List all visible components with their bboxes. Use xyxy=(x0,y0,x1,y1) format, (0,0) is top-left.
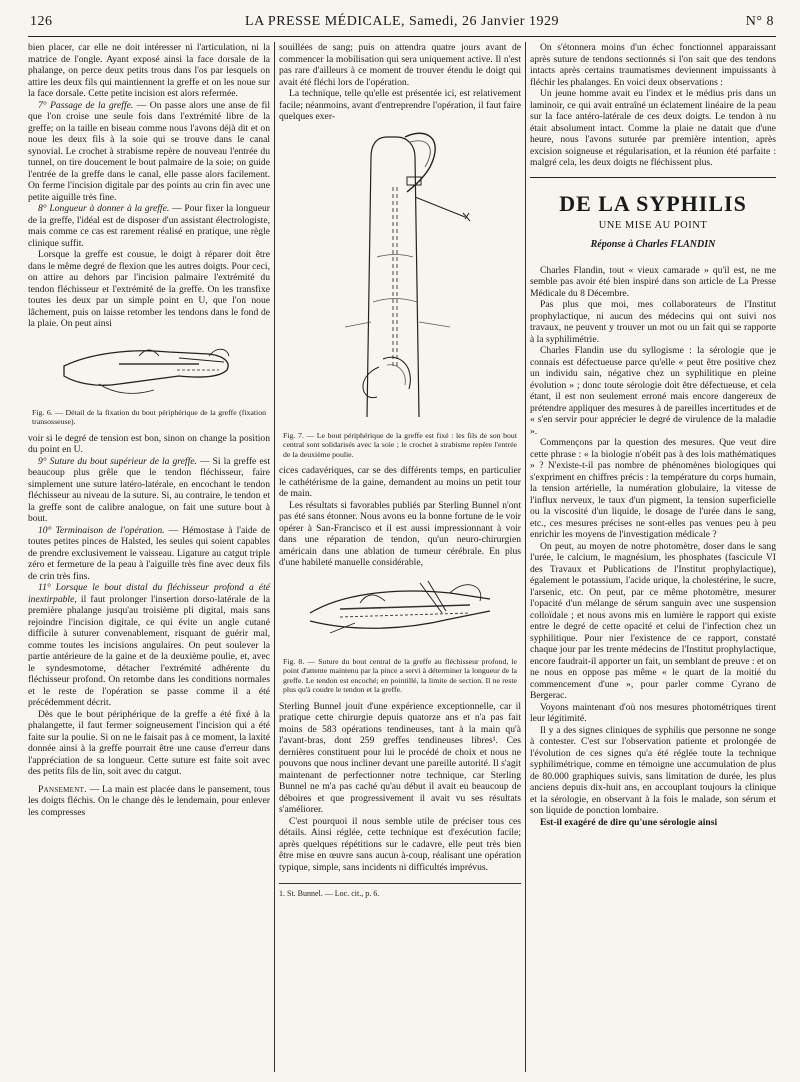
column-divider xyxy=(525,42,526,1072)
page-number: 126 xyxy=(30,14,53,29)
figure-6-caption: Fig. 6. — Détail de la fixation du bout périphérique de la greffe (fixation transosseuse). xyxy=(32,407,266,426)
column-3 xyxy=(530,42,776,828)
footnote: 1. St. Bunnel. — Loc. cit., p. 6. xyxy=(279,883,521,900)
section-heading: 9° Suture du bout supérieur de la greffe. xyxy=(38,455,197,467)
paragraph: Un jeune homme avait eu l'index et le médius pris dans un laminoir, ce qui avait entraîné un éclatement linéaire de la peau sur la face antéro-latérale de ces deux doigts. Le tendon à nu était absolument intact. Comme la plaie ne datait que d'une heure, nous l'avons suturée par première intention, après excision soigneuse et régularisation, et la réunion été parfaite : malgré cela, les deux doigts ne fléchissent plus. xyxy=(530,88,776,168)
figure-8-tendon-illustration xyxy=(300,573,500,653)
paragraph: Charles Flandin, tout « vieux camarade » qu'il est, ne me semble pas avoir été bien inspiré dans son article de La Presse Médicale du 8 Décembre. xyxy=(530,264,776,299)
paragraph: voir si le degré de tension est bon, sinon on change la position du point en U. xyxy=(28,432,270,455)
paragraph: Charles Flandin use du syllogisme : la sérologie que je connais est défectueuse parce qu'elle « peut être positive chez un individu sain, négative chez un syphilitique en pleine évolution » ; donc toute sérologie doit être défectueuse, et cela étant, il est non seulement erroné mais encore dangereux de prétendre appliquer des mesures à de pareilles incertitudes et de « s'en servir pour apprécier le degré de virulence de la maladie ». xyxy=(530,345,776,437)
paragraph-text: — On passe alors une anse de fil que l'on croise une seule fois dans l'extrémité libre de la greffe; on la taille en biseau comme nous l'avons déjà dit et on noue les deux fils à la soie qui se trouve dans le canal synovial. Le crochet à strabisme repère de nouveau l'entrée du tunnel, on tire doucement le bout palmaire de la soie; on guide l'entrée de la greffe dans le canal, elle passe alors facilement. On ferme l'incision digitale par des points au crin fin avec une petite aiguille très fine. xyxy=(28,99,271,203)
section-heading: 10° Terminaison de l'opération. xyxy=(38,524,165,536)
article-reply-line: Réponse à Charles FLANDIN xyxy=(590,239,716,250)
issue-number: N° 8 xyxy=(745,14,774,29)
paragraph: Voyons maintenant d'où nos mesures photométriques tirent leur légitimité. xyxy=(530,701,776,724)
section-heading: 11° Lorsque le bout distal du fléchisseur profond a été inextirpable, xyxy=(28,582,270,605)
column-1 xyxy=(28,42,270,818)
paragraph: On s'étonnera moins d'un échec fonctionnel apparaissant après suture de tendons sectionnés si l'on sait que des tendons intacts après certains traumatismes deviennent impuissants à fléchir les phalanges. En voici deux observations : xyxy=(530,42,776,88)
figure-7-finger-illustration xyxy=(315,127,485,427)
column-2 xyxy=(279,42,521,900)
section-divider xyxy=(530,177,776,178)
paragraph: cices cadavériques, car se des différents temps, en particulier le cathétérisme de la gaine, demandent au moins un petit tour de main. xyxy=(279,465,521,499)
paragraph-text: — Si la greffe est beaucoup plus grêle que le tendon fléchisseur, faire simplement une suture latéro-latérale, en encochant le tendon fléchisseur au niveau de la suture. Si, au contraire, le tendon et la greffe sont de calibre analogue, on fait une suture bout à bout. xyxy=(28,455,270,524)
paragraph xyxy=(28,784,270,819)
paragraph: Il y a des signes cliniques de syphilis que personne ne songe à contester. C'est sur l'observation patiente et prolongée de l'évolution de ces signes qu'a été réglée toute la technique syphilimétrique, comme en témoigne une accumulation de plus de 80.000 graphiques suivis, sans limitation de durée, les plus anciens depuis dix-huit ans, en accouplant toujours la clinique et la sérologie, en observant à la fois le malade, son sérum et son liquide de ponction lombaire. xyxy=(530,724,776,816)
section-heading: Pansement. xyxy=(38,783,87,795)
section-heading: 8° Longueur à donner à la greffe. xyxy=(38,203,170,214)
paragraph: Est-il exagéré de dire qu'une sérologie ainsi xyxy=(540,816,718,828)
figure-7-caption: Fig. 7. — Le bout périphérique de la greffe est fixé : les fils de son bout central sont solidarisés avec la soie ; le crochet à strabisme repère l'entrée de la deuxième poulie. xyxy=(283,430,517,459)
paragraph-text: — La main est placée dans le pansement, tous les doigts fléchis. On le change dès le lendemain, pour enlever les compresses xyxy=(28,783,270,818)
paragraph xyxy=(28,203,270,249)
paragraph: souillées de sang; puis on attendra quatre jours avant de commencer la mobilisation qui sera uniquement active. Il n'est pas rare d'ailleurs à ce moment de trouver étendu le doigt qui avait été fléchi lors de l'opération. xyxy=(279,42,521,88)
paragraph: Les résultats si favorables publiés par Sterling Bunnel n'ont pas été sans étonner. Nous avons eu la bonne fortune de le voir opérer à San-Francisco et il est aussi impressionnant à voir dans une réparation de tendon, qu'un neuro-chirurgien américain dans une ablation de tumeur cérébrale. En plus d'une habileté manuelle considérable, xyxy=(279,499,521,568)
paragraph xyxy=(28,100,270,204)
paragraph-text: — Pour fixer la longueur de la greffe, l'idéal est de disposer d'un assistant électrologiste, mais comme ce cas est rarement réalisé en pratique, une règle clinique suffit. xyxy=(28,203,270,249)
column-divider xyxy=(274,42,275,1072)
paragraph-text: il faut prolonger l'insertion dorso-latérale de la première phalange jusqu'au troisième pli digital, mais sans rejoindre l'incision digitale, ce qui évite un angle cutané difficile à suturer convenablement, risquant de guérir mal, comme toutes les incisions angulaires. On peut soulever la partie antérieure de la gaine et de la deuxième poulie, et, avec le syndesmotome, détacher l'extrémité adhérente du fléchisseur profond. On retombe dans les conditions normales et le reste de l'opération se passe comme il a été précédemment décrit. xyxy=(28,593,270,708)
running-header xyxy=(28,10,776,37)
paragraph xyxy=(28,525,270,583)
figure-6-finger-illustration xyxy=(59,334,239,404)
paragraph xyxy=(28,456,270,525)
paragraph: Pas plus que moi, mes collaborateurs de l'Institut prophylactique, ni aucun des médecins qui ont suivi nos travaux, ne peuvent y trouver un mot ou un fait qui se rapporte à la syphilimétrie. xyxy=(530,299,776,345)
section-heading: 7° Passage de la greffe. xyxy=(38,99,134,111)
paragraph: bien placer, car elle ne doit intéresser ni l'articulation, ni la matrice de l'ongle. Ayant exposé ainsi la face dorsale de la phalange, on perce deux petits trous dans l'os par lesquels on attire les deux fils qui maintiennent la greffe et on les noue sur la face dorsale. Cette petite incision est alors refermée. xyxy=(28,42,270,99)
paragraph-text: — Hémostase à l'aide de toutes petites pinces de Halsted, les seules qui soient capables de prendre exclusivement le vaisseau. Ligature au catgut triple zéro et fermeture de la peau à l'aiguille très fine avec deux fils de crin très fins. xyxy=(28,524,271,582)
paragraph: On peut, au moyen de notre photomètre, doser dans le sang l'urée, le calcium, le magnésium, les phosphates (fascicule VI des Travaux et Publications de l'Institut prophylactique), également le potassium, l'acide urique, la cholestérine, le sucre, l'arsenic, etc. On peut, par ce même photomètre, mesurer l'opacité d'un mélange de sérum sanguin avec une suspension colloïdale ; et nous avons mis en lumière le rapport qui existe entre le degré de cette opacité et celui de l'infection chez un syphilitique. Pour nier l'existence de ce rapport, constaté chaque jour par les trente médecins de l'Institut prophylactique, encore faudrait-il apporter un fait, un semblant de preuve : et on ne nous en oppose pas même « le quart de la moitié du commencement d'une », pour parler comme Cyrano de Bergerac. xyxy=(530,540,776,701)
paragraph xyxy=(28,582,270,709)
figure-8-caption: Fig. 8. — Suture du bout central de la greffe au fléchisseur profond, le point d'attente maintenu par la pince a servi à déterminer la longueur de la greffe. Le tendon est encoché; en pointillé, la limite de section. Il ne reste plus qu'à coudre le tendon et la greffe. xyxy=(283,656,517,694)
article-title: DE LA SYPHILIS xyxy=(559,190,747,216)
paragraph: Lorsque la greffe est cousue, le doigt à réparer doit être dans le même degré de flexion que les autres doigts. Pour ceci, on attire au dehors par l'incision palmaire l'extrémité du tendon fléchisseur et l'extrémité de la greffe. On les transfixe toutes les deux par un simple point en U, que l'on noue lâchement, puis on laisse retomber les tendons dans le fond de la plaie. On peut ainsi xyxy=(28,249,270,329)
paragraph: C'est pourquoi il nous semble utile de préciser tous ces détails. Ainsi réglée, cette technique est d'exécution facile; après quelques répétitions sur le cadavre, elle peut très bien être mise en œuvre sans aucun à-coup, réalisant une opération typique, simple, sans incidents ni difficultés imprévus. xyxy=(279,815,521,873)
paragraph: Commençons par la question des mesures. Que veut dire cette phrase : « la biologie n'obéit pas à des lois mathématiques » ? N'existe-t-il pas nombre de phénomènes biologiques qui s'expriment en chiffres précis : la température du corps humain, la tension artérielle, la numération globulaire, la vitesse de l'influx nerveux, le taux d'un pigment, la tension superficielle ou la viscosité d'un liquide, le dosage de l'urée dans le sang, etc., ces mesures précises ne sont-elles pas venues peu à peu enrichir les moyens de l'investigation médicale ? xyxy=(530,437,776,540)
paragraph: Dès que le bout périphérique de la greffe a été fixé à la phalangette, il faut fermer soigneusement l'incision qui a été faite sur la poulie. Si on ne le faisait pas à ce moment, la laxité donnée ainsi à la greffe pourrait être une cause d'erreur dans l'appréciation de sa longueur. Cette suture est faite soit avec des petits fils de lin, soit avec du catgut. xyxy=(28,708,270,777)
article-subtitle: UNE MISE AU POINT xyxy=(598,219,708,231)
paragraph: La technique, telle qu'elle est présentée ici, est relativement facile; néanmoins, avant d'entreprendre l'opération, il faut faire quelques exer- xyxy=(279,88,521,122)
paragraph: Sterling Bunnel jouit d'une expérience exceptionnelle, car il pratique cette chirurgie depuis quatorze ans et n'a pas fait moins de 583 opérations tendineuses, tant à la main qu'à l'avant-bras, dont 259 greffes tendineuses libres¹. Ces dernières constituent pour lui le procédé de choix et nous ne pouvons que nous incliner devant une pareille autorité. Il s'agit maintenant de perfectionner notre technique, car Sterling Bunnel ne m'a pas caché qu'au début il avait eu beaucoup de déboires et que progressivement il avait vu ses résultats s'améliorer. xyxy=(279,700,521,815)
journal-title: LA PRESSE MÉDICALE, Samedi, 26 Janvier 1929 xyxy=(245,14,559,29)
